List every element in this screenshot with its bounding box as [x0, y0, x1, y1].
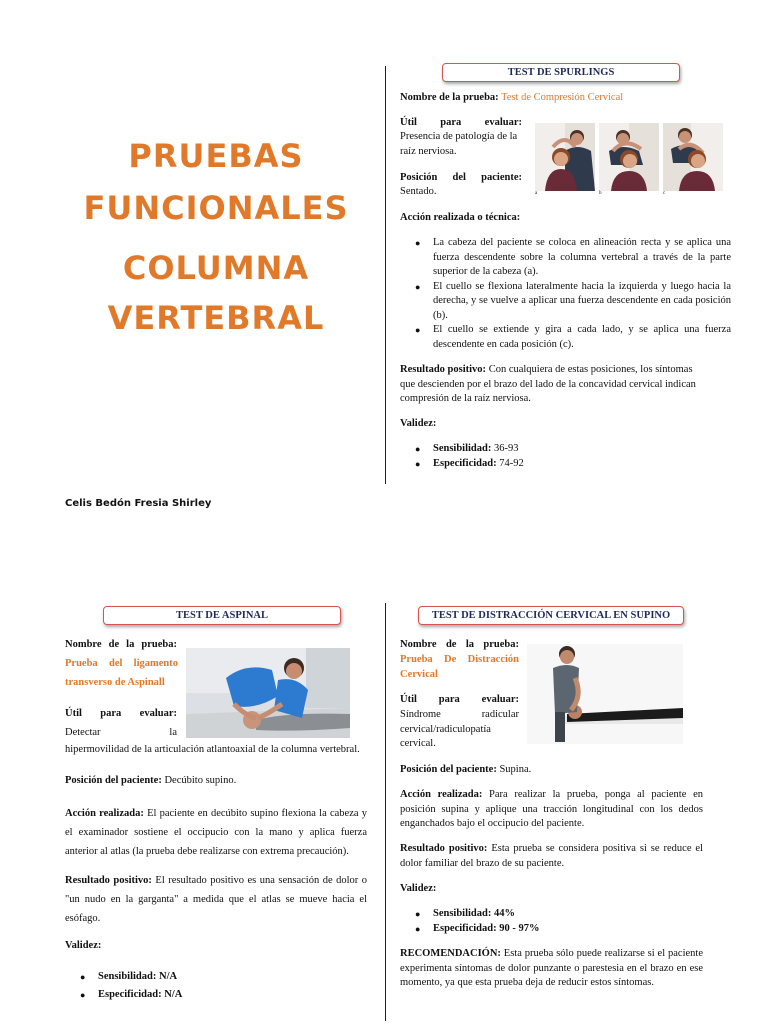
spurlings-sens-value: 36-93	[491, 443, 519, 454]
aspinal-specificity: ● Especificidad: N/A	[98, 986, 388, 1004]
aspinal-result-value: El resultado positivo es una sensación de dolor o "un nudo en la garganta" a medida que el atlas se mueve hacia el esófago.	[65, 875, 367, 924]
distraction-useful-word-sindrome: Síndrome	[400, 709, 441, 720]
spurlings-useful-word-1: Útil	[400, 117, 417, 128]
aspinal-position	[65, 774, 370, 789]
aspinal-position-label: Posición del paciente:	[65, 775, 162, 786]
aspinal-useful-label	[65, 707, 177, 722]
spurlings-name	[400, 91, 750, 106]
distraction-recommendation	[400, 947, 703, 991]
distraction-action-label: Acción realizada:	[400, 789, 483, 800]
distraction-name-word-1: Nombre	[400, 639, 437, 650]
aspinal-useful-word-3: evaluar:	[139, 708, 177, 719]
distraction-name-word-distraccion: Distracción	[467, 654, 519, 665]
aspinal-useful-value-1	[65, 726, 177, 741]
distraction-name-value-1	[400, 653, 519, 668]
aspinal-useful-word-2: para	[100, 708, 122, 719]
spurlings-position-word-3: paciente:	[481, 172, 522, 183]
aspinal-name-value-1: Prueba del ligamento	[65, 658, 178, 669]
distraction-specificity: ● Especificidad: 90 - 97%	[433, 922, 733, 937]
aspinal-validity-list	[65, 968, 388, 1004]
distraction-result	[400, 842, 703, 871]
aspinal-name-word-1: Nombre	[65, 639, 102, 650]
distraction-useful-word-1: Útil	[400, 694, 417, 705]
spurlings-specificity	[433, 457, 733, 472]
spurlings-photo-label-b: b	[599, 191, 602, 196]
spurlings-photo-a	[535, 123, 595, 191]
spurlings-position-word-1: Posición	[400, 172, 438, 183]
distraction-rec-label: RECOMENDACIÓN:	[400, 948, 501, 959]
aspinal-validity-label: Validez:	[65, 940, 102, 951]
distraction-position-label: Posición del paciente:	[400, 764, 497, 775]
spurlings-action-item: ● El cuello se flexiona lateralmente hacia la izquierda y luego hacia la derecha, y se vuelve a aplicar una fuerza descendente en cada posición (b).	[433, 280, 731, 324]
distraction-validity-list	[400, 907, 733, 936]
distraction-useful-label	[400, 693, 519, 708]
spurlings-validity-list	[400, 442, 733, 471]
spurlings-result	[400, 363, 703, 407]
aspinal-result-label: Resultado positivo:	[65, 875, 152, 886]
aspinal-position-value: Decúbito supino.	[161, 775, 237, 786]
aspinal-action-label: Acción realizada:	[65, 808, 144, 819]
spurlings-sens-label: Sensibilidad:	[433, 443, 492, 454]
aspinal-useful-word-detect: Detectar	[65, 727, 101, 738]
distraction-name-label	[400, 638, 519, 653]
spurlings-useful-label	[400, 116, 522, 131]
spurlings-spec-label: Especificidad:	[433, 457, 497, 469]
distraction-name-word-3: la	[465, 639, 475, 650]
distraction-action-value: Para realizar la prueba, ponga al paciente en posición supina y aplique una tracción longitudinal con los dedos enganchados bajo el occipucio del paciente.	[400, 789, 703, 829]
distraction-useful-value-1	[400, 708, 519, 723]
distraction-name-word-4: prueba:	[483, 639, 519, 650]
distraction-header: TEST DE DISTRACCIÓN CERVICAL EN SUPINO	[418, 606, 684, 625]
spurlings-position-word-2: del	[452, 172, 466, 183]
distraction-photo	[527, 644, 683, 744]
aspinal-name-label	[65, 638, 177, 653]
distraction-useful-value-3: cervical.	[400, 738, 436, 749]
aspinal-useful-value-2: hipermovilidad de la articulación atlantoaxial de la columna vertebral.	[65, 744, 360, 755]
distraction-name-word-2: de	[445, 639, 457, 650]
distraction-rec-value: Esta prueba sólo puede realizarse si el paciente experimenta síntomas de dolor punzante o parestesia en el brazo en ese momento, ya que esta prueba deja de reducir estos síntomas.	[400, 948, 703, 988]
column-divider-bottom	[385, 603, 386, 1021]
distraction-position-value: Supina.	[496, 764, 532, 775]
aspinal-action	[65, 804, 367, 861]
cover-title-4: VERTEBRAL	[107, 299, 325, 337]
spurlings-name-value: Test de Compresión Cervical	[501, 92, 624, 103]
aspinal-useful-word-1: Útil	[65, 708, 82, 719]
spurlings-spec-value: 74-92	[496, 457, 524, 469]
distraction-sensitivity: ● Sensibilidad: 44%	[433, 907, 733, 922]
spurlings-useful-word-3: evaluar:	[484, 117, 522, 128]
spurlings-useful-word-2: para	[440, 117, 462, 128]
spurlings-header: TEST DE SPURLINGS	[442, 63, 680, 82]
spurlings-position-label	[400, 171, 522, 186]
spurlings-action-list	[400, 236, 731, 352]
spurlings-photo-c	[663, 123, 723, 191]
aspinal-useful-word-la: la	[169, 727, 177, 738]
spurlings-result-value: Con cualquiera de estas posiciones, los síntomas que descienden por el brazo del lado de la concavidad cervical indican compresión de la raíz nerviosa.	[400, 364, 696, 404]
aspinal-photo	[186, 648, 350, 738]
distraction-name-value-2: Cervical	[400, 669, 438, 680]
cover-title-1: PRUEBAS	[128, 137, 304, 175]
distraction-useful-word-radicular: radicular	[481, 709, 519, 720]
distraction-name-word-prueba: Prueba	[400, 654, 433, 665]
spurlings-position-value: Sentado.	[400, 186, 437, 197]
spurlings-sensitivity	[433, 442, 733, 457]
spurlings-action-item: ● La cabeza del paciente se coloca en alineación recta y se aplica una fuerza descendente sobre la columna vertebral a través de la parte superior de la cabeza (a).	[433, 236, 731, 280]
distraction-action	[400, 788, 703, 832]
column-divider-top	[385, 66, 386, 484]
distraction-position	[400, 763, 703, 778]
spurlings-action-label: Acción realizada o técnica:	[400, 212, 521, 223]
distraction-validity-label: Validez:	[400, 883, 437, 894]
spurlings-useful-value: Presencia de patología de la raíz nerviosa.	[400, 131, 518, 157]
author-name: Celis Bedón Fresia Shirley	[65, 498, 212, 509]
spurlings-validity-label: Validez:	[400, 418, 437, 429]
aspinal-result	[65, 871, 367, 928]
cover-title-2: FUNCIONALES	[83, 189, 349, 227]
distraction-useful-word-3: evaluar:	[481, 694, 519, 705]
aspinal-name-word-2: de	[108, 639, 120, 650]
spurlings-photo-label-a: a	[535, 191, 538, 196]
distraction-useful-value-2: cervical/radiculopatía	[400, 724, 491, 735]
distraction-name-word-de: De	[444, 654, 457, 665]
aspinal-action-value: El paciente en decúbito supino flexiona la cabeza y el examinador sostiene el occipucio con la mano y aplica fuerza anterior al atlas (la prueba debe realizarse con extrema precaución).	[65, 808, 367, 857]
cover-title-3: COLUMNA	[122, 249, 310, 287]
aspinal-sensitivity: ● Sensibilidad: N/A	[98, 968, 388, 986]
spurlings-photo-label-c: c	[663, 191, 666, 196]
aspinal-name-word-3: la	[126, 639, 135, 650]
aspinal-header: TEST DE ASPINAL	[103, 606, 341, 625]
aspinal-name-word-4: prueba:	[141, 639, 177, 650]
spurlings-action-item: ● El cuello se extiende y gira a cada lado, y se aplica una fuerza descendente en cada posición (c).	[433, 323, 731, 352]
aspinal-name-value-2: transverso de Aspinall	[65, 677, 165, 688]
spurlings-photo-b	[599, 123, 659, 191]
spurlings-result-label: Resultado positivo:	[400, 364, 487, 375]
distraction-result-label: Resultado positivo:	[400, 843, 488, 854]
spurlings-name-label: Nombre de la prueba:	[400, 92, 499, 103]
distraction-result-value: Esta prueba se considera positiva si se reduce el dolor familiar del brazo de su paciente.	[400, 843, 703, 869]
distraction-useful-word-2: para	[438, 694, 460, 705]
